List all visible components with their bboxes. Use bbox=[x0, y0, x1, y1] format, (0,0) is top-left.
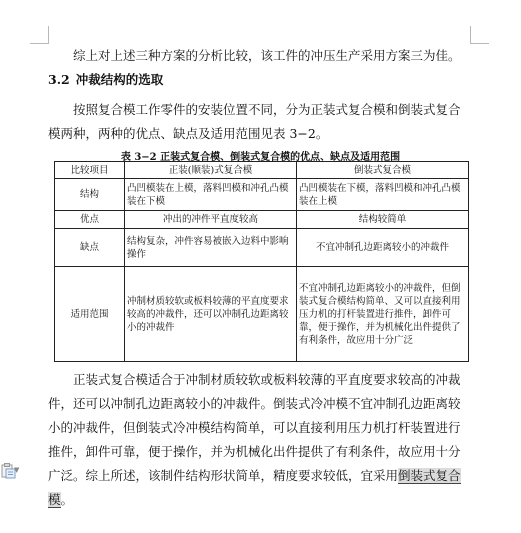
paragraph-1: 按照复合模工作零件的安装位置不同，分为正装式复合模和倒装式复合模两种，两种的优点、缺点及适用范围见表 3−2。 bbox=[48, 102, 461, 141]
comparison-table bbox=[54, 161, 469, 362]
header-cell: 比较项目 bbox=[55, 162, 125, 179]
table-caption: 表 3−2 正装式复合模、倒装式复合模的优点、缺点及适用范围 bbox=[120, 152, 401, 163]
crop-mark-top-left-v bbox=[48, 26, 49, 44]
chevron-down-icon[interactable]: ▼ bbox=[14, 466, 20, 474]
crop-mark-top-left-h bbox=[30, 43, 49, 44]
table-row bbox=[55, 211, 469, 229]
paragraph-2 bbox=[48, 368, 470, 512]
section-title: 冲裁结构的选取 bbox=[75, 72, 164, 87]
crop-mark-top-right-h bbox=[470, 43, 489, 44]
table-header-row bbox=[55, 162, 469, 179]
row-cell-a: 冲制材质较软或板料较薄的平直度要求较高的冲裁件，还可以冲制孔边距离较小的冲裁件 bbox=[125, 267, 297, 362]
header-cell: 正装(顺装)式复合模 bbox=[125, 162, 297, 179]
row-item: 适用范围 bbox=[55, 267, 125, 362]
row-cell-b: 凸凹模装在下模，落料凹模和冲孔凸模装在上模 bbox=[297, 179, 469, 211]
table-row bbox=[55, 229, 469, 267]
row-cell-b: 不宜冲制孔边距离较小的冲裁件，但倒装式复合模结构简单、又可以直接利用压力机的打杆装置进行推件，卸件可靠，便于操作，并为机械化出件提供了有利条件，故应用十分广泛 bbox=[297, 267, 469, 362]
section-number: 3.2 bbox=[48, 72, 70, 87]
paragraph-2-text: 正装式复合模适合于冲制材质较软或板料较薄的平直度要求较高的冲裁件，还可以冲制孔边距离较小的冲裁件。倒装式冷冲模不宜冲制孔边距离较小的冲裁件，但倒装式冷冲模结构简单，可以直接利用压力机打杆装置进行推件，卸件可靠，便于操作，并为机械化出件提供了有利条件，故应用十分广泛。综上所述，该制件结构形状简单，精度要求较低，宜采用 bbox=[48, 372, 461, 483]
row-cell-b: 不宜冲制孔边距离较小的冲裁件 bbox=[297, 229, 469, 267]
row-item: 优点 bbox=[55, 211, 125, 229]
intro-line: 综上对上述三种方案的分析比较，该工件的冲压生产采用方案三为佳。 bbox=[73, 48, 461, 63]
row-cell-a: 冲出的冲件平直度较高 bbox=[125, 211, 297, 229]
header-cell: 倒装式复合模 bbox=[297, 162, 469, 179]
table-row bbox=[55, 267, 469, 362]
crop-mark-top-right-v bbox=[470, 26, 471, 44]
row-item: 结构 bbox=[55, 179, 125, 211]
row-item: 缺点 bbox=[55, 229, 125, 267]
row-cell-b: 结构较简单 bbox=[297, 211, 469, 229]
section-heading bbox=[48, 70, 163, 88]
row-cell-a: 凸凹模装在上模，落料凹模和冲孔凸模装在下模 bbox=[125, 179, 297, 211]
paragraph-2-end: 。 bbox=[60, 492, 74, 507]
row-cell-a: 结构复杂，冲件容易被嵌入边料中影响操作 bbox=[125, 229, 297, 267]
table-row bbox=[55, 179, 469, 211]
highlighted-text[interactable]: 倒装式复合模 bbox=[48, 468, 461, 507]
